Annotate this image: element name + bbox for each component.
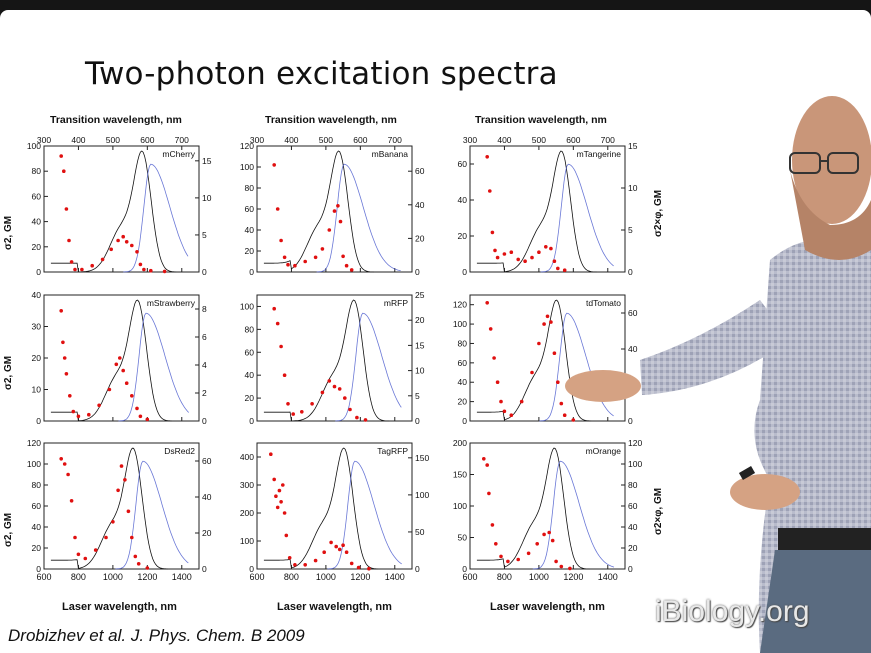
y-tick-label-mrfp-20: 20: [244, 393, 254, 404]
y2-tick-label-mrfp-10: 10: [415, 365, 425, 376]
y2-tick-label-mrfp-25: 25: [415, 290, 425, 300]
y2-tick-label-mbanana-0: 0: [415, 267, 420, 277]
y-tick-label-tdtomato-100: 100: [452, 319, 467, 330]
y-tick-label-mcherry-40: 40: [31, 216, 41, 227]
y-tick-label-mstrawberry-30: 30: [31, 321, 41, 332]
y2-tick-label-mcherry-10: 10: [202, 192, 212, 203]
bottom-tick-label-dsred2-1400: 1400: [171, 572, 192, 582]
top-tick-label-mcherry-400: 400: [71, 135, 86, 145]
protein-name-mrfp: mRFP: [383, 298, 408, 308]
protein-name-mcherry: mCherry: [162, 149, 195, 159]
y-tick-label-dsred2-0: 0: [36, 564, 41, 574]
y2-tick-label-dsred2-60: 60: [202, 456, 212, 466]
top-tick-label-mbanana-600: 600: [353, 135, 368, 145]
top-tick-label-mcherry-600: 600: [140, 135, 155, 145]
y2-tick-label-mbanana-40: 40: [415, 199, 425, 210]
presenter-figure: [0, 10, 871, 653]
bottom-axis-label-col3: Laser wavelength, nm: [490, 601, 605, 613]
y-tick-label-morange-50: 50: [457, 532, 467, 543]
y-tick-label-mbanana-0: 0: [249, 267, 254, 277]
y-tick-label-mbanana-120: 120: [239, 141, 254, 151]
top-tick-label-mcherry-700: 700: [174, 135, 189, 145]
y-tick-label-tagrfp-400: 400: [239, 452, 254, 462]
top-tick-label-mcherry-500: 500: [105, 135, 120, 145]
y2-tick-label-dsred2-20: 20: [202, 528, 212, 538]
protein-name-tdtomato: tdTomato: [586, 298, 621, 308]
y2-tick-label-mstrawberry-6: 6: [202, 332, 207, 342]
y-tick-label-mrfp-40: 40: [244, 370, 254, 381]
y-left-label-row3: σ2, GM: [3, 512, 14, 547]
y-tick-label-mcherry-60: 60: [31, 191, 41, 202]
slide: [0, 10, 871, 653]
y2-tick-label-mtangerine-0: 0: [628, 267, 633, 277]
y-tick-label-dsred2-80: 80: [31, 480, 41, 490]
y2-tick-label-morange-20: 20: [628, 543, 638, 553]
y-tick-label-mbanana-40: 40: [244, 225, 254, 235]
citation: Drobizhev et al. J. Phys. Chem. B 2009: [8, 626, 305, 645]
y2-tick-label-tagrfp-0: 0: [415, 564, 420, 574]
bottom-tick-label-dsred2-1000: 1000: [102, 572, 123, 582]
y-tick-label-mrfp-100: 100: [239, 301, 254, 312]
y-tick-label-mbanana-20: 20: [244, 246, 254, 256]
y-tick-label-mstrawberry-10: 10: [31, 384, 41, 395]
top-tick-label-mtangerine-300: 300: [462, 135, 478, 145]
y-tick-label-dsred2-20: 20: [31, 543, 41, 553]
top-tick-label-mbanana-300: 300: [249, 135, 265, 145]
y-tick-label-tagrfp-100: 100: [239, 536, 254, 546]
y-tick-label-mstrawberry-0: 0: [36, 416, 41, 426]
bottom-tick-label-tagrfp-600: 600: [249, 572, 265, 582]
y2-tick-label-tdtomato-40: 40: [628, 344, 638, 354]
y2-tick-label-dsred2-0: 0: [202, 564, 207, 574]
bottom-tick-label-tagrfp-1200: 1200: [350, 572, 371, 582]
y2-tick-label-mrfp-5: 5: [415, 390, 420, 401]
y2-tick-label-morange-40: 40: [628, 522, 638, 532]
y2-tick-label-mbanana-60: 60: [415, 166, 425, 177]
y-right-label-row3: σ2×φ, GM: [653, 487, 664, 535]
y2-tick-label-mstrawberry-0: 0: [202, 416, 207, 426]
top-axis-label-col2: Transition wavelength, nm: [265, 114, 397, 126]
y2-tick-label-tagrfp-100: 100: [415, 489, 430, 500]
y2-tick-label-mcherry-0: 0: [202, 267, 207, 277]
y-tick-label-tdtomato-60: 60: [457, 357, 467, 368]
bottom-tick-label-tagrfp-1400: 1400: [384, 572, 405, 582]
bottom-tick-label-tagrfp-800: 800: [283, 572, 299, 582]
y-tick-label-tagrfp-300: 300: [239, 480, 254, 490]
protein-name-tagrfp: TagRFP: [377, 446, 408, 456]
y2-tick-label-mbanana-20: 20: [415, 233, 425, 244]
y2-tick-label-tdtomato-60: 60: [628, 308, 638, 318]
bottom-tick-label-morange-1200: 1200: [563, 572, 584, 582]
y2-tick-label-tagrfp-50: 50: [415, 526, 425, 537]
bottom-tick-label-tagrfp-1000: 1000: [315, 572, 336, 582]
y2-tick-label-morange-80: 80: [628, 480, 638, 490]
y-tick-label-mcherry-80: 80: [31, 166, 41, 177]
y2-tick-label-mtangerine-15: 15: [628, 141, 638, 151]
bottom-axis-label-col1: Laser wavelength, nm: [62, 601, 177, 613]
protein-name-mstrawberry: mStrawberry: [146, 298, 195, 308]
y2-tick-label-mrfp-0: 0: [415, 416, 420, 426]
y2-tick-label-dsred2-40: 40: [202, 492, 212, 502]
y-tick-label-mcherry-20: 20: [31, 241, 41, 252]
y-tick-label-mrfp-60: 60: [244, 347, 254, 358]
y2-tick-label-morange-60: 60: [628, 501, 638, 511]
top-tick-label-mbanana-500: 500: [318, 135, 333, 145]
protein-name-mtangerine: mTangerine: [576, 149, 621, 159]
y-tick-label-mtangerine-20: 20: [457, 231, 467, 241]
y2-tick-label-morange-120: 120: [628, 438, 643, 448]
protein-name-mbanana: mBanana: [371, 149, 408, 159]
y-tick-label-mtangerine-0: 0: [462, 267, 467, 277]
watermark: iBiology.org: [655, 595, 810, 628]
top-tick-label-mtangerine-600: 600: [566, 135, 581, 145]
y-tick-label-morange-200: 200: [452, 438, 467, 448]
y-tick-label-tdtomato-20: 20: [457, 396, 467, 407]
y-tick-label-morange-0: 0: [462, 564, 467, 574]
bottom-tick-label-dsred2-1200: 1200: [137, 572, 158, 582]
y-left-label-row2: σ2, GM: [3, 355, 14, 390]
y-tick-label-tagrfp-0: 0: [249, 564, 254, 574]
y-tick-label-tdtomato-0: 0: [462, 416, 467, 426]
top-axis-label-col3: Transition wavelength, nm: [475, 114, 607, 126]
protein-name-dsred2: DsRed2: [164, 446, 195, 456]
y2-tick-label-morange-0: 0: [628, 564, 633, 574]
y-tick-label-tagrfp-200: 200: [239, 508, 254, 518]
y2-tick-label-tdtomato-0: 0: [628, 416, 633, 426]
y-tick-label-mrfp-80: 80: [244, 324, 254, 335]
y-tick-label-dsred2-60: 60: [31, 501, 41, 511]
y-tick-label-tdtomato-120: 120: [452, 299, 467, 310]
y2-tick-label-mstrawberry-4: 4: [202, 360, 207, 370]
y-tick-label-mbanana-60: 60: [244, 204, 254, 214]
y-tick-label-tdtomato-40: 40: [457, 377, 467, 388]
y-left-label-row1: σ2, GM: [3, 215, 14, 250]
y2-tick-label-morange-100: 100: [628, 459, 643, 469]
top-tick-label-mtangerine-700: 700: [600, 135, 615, 145]
y-tick-label-tdtomato-80: 80: [457, 338, 467, 349]
y-tick-label-mcherry-100: 100: [26, 141, 41, 151]
y-tick-label-mtangerine-40: 40: [457, 195, 467, 205]
y-tick-label-mstrawberry-40: 40: [31, 290, 41, 300]
y-tick-label-mbanana-100: 100: [239, 162, 254, 172]
y2-tick-label-mrfp-15: 15: [415, 340, 425, 351]
bottom-tick-label-morange-1400: 1400: [597, 572, 618, 582]
bottom-tick-label-dsred2-600: 600: [36, 572, 52, 582]
slide-title: Two-photon excitation spectra: [85, 56, 558, 92]
y2-tick-label-mcherry-5: 5: [202, 229, 207, 240]
bottom-axis-label-col2: Laser wavelength, nm: [277, 601, 392, 613]
y2-tick-label-mtangerine-5: 5: [628, 225, 633, 235]
protein-name-morange: mOrange: [585, 446, 621, 456]
y-right-label-row1: σ2×φ, GM: [653, 189, 664, 237]
y-tick-label-mrfp-0: 0: [249, 416, 254, 426]
bottom-tick-label-morange-1000: 1000: [528, 572, 549, 582]
top-tick-label-mbanana-400: 400: [284, 135, 299, 145]
y2-tick-label-mstrawberry-8: 8: [202, 304, 207, 314]
y-tick-label-mtangerine-60: 60: [457, 159, 467, 169]
bottom-tick-label-morange-800: 800: [496, 572, 512, 582]
y-tick-label-dsred2-40: 40: [31, 522, 41, 532]
y2-tick-label-mrfp-20: 20: [415, 315, 425, 326]
top-tick-label-mcherry-300: 300: [36, 135, 52, 145]
y2-tick-label-mtangerine-10: 10: [628, 183, 638, 193]
y-tick-label-morange-100: 100: [452, 501, 467, 511]
bottom-tick-label-morange-600: 600: [462, 572, 478, 582]
y-tick-label-dsred2-100: 100: [26, 459, 41, 469]
y-tick-label-mstrawberry-20: 20: [31, 353, 41, 363]
y2-tick-label-mstrawberry-2: 2: [202, 388, 207, 398]
y-tick-label-mbanana-80: 80: [244, 183, 254, 193]
y-tick-label-mcherry-0: 0: [36, 267, 41, 277]
y2-tick-label-mcherry-15: 15: [202, 155, 212, 166]
top-tick-label-mtangerine-400: 400: [497, 135, 512, 145]
y2-tick-label-tagrfp-150: 150: [415, 452, 430, 463]
top-axis-label-col1: Transition wavelength, nm: [50, 114, 182, 126]
y-tick-label-morange-150: 150: [452, 469, 467, 480]
y-tick-label-dsred2-120: 120: [26, 438, 41, 448]
video-top-bar: [0, 0, 871, 10]
top-tick-label-mbanana-700: 700: [387, 135, 402, 145]
bottom-tick-label-dsred2-800: 800: [70, 572, 86, 582]
top-tick-label-mtangerine-500: 500: [531, 135, 546, 145]
